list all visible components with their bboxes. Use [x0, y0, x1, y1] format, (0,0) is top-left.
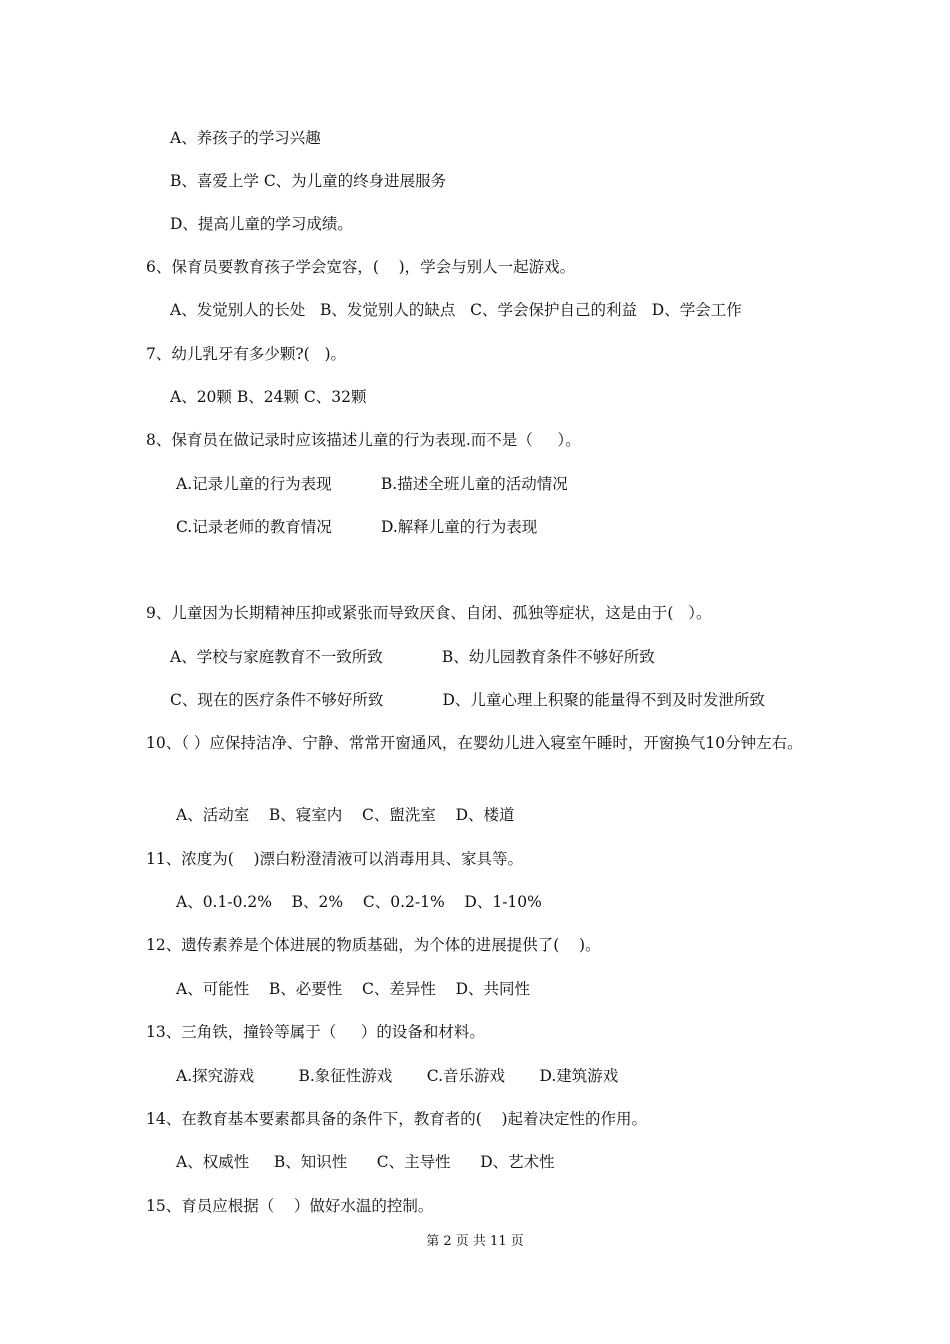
question-14: 14、在教育基本要素都具备的条件下，教育者的( )起着决定性的作用。 [146, 1110, 648, 1128]
question-8: 8、保育员在做记录时应该描述儿童的行为表现.而不是（ ）。 [146, 431, 581, 449]
question-11-options: A、0.1-0.2% B、2% C、0.2-1% D、1-10% [176, 893, 542, 911]
option-line: D、提高儿童的学习成绩。 [170, 215, 353, 233]
question-9-options-row-2: C、现在的医疗条件不够好所致 D、儿童心理上积聚的能量得不到及时发泄所致 [170, 691, 765, 709]
question-7: 7、幼儿乳牙有多少颗?( )。 [146, 345, 347, 363]
question-11: 11、浓度为( )漂白粉澄清液可以消毒用具、家具等。 [146, 850, 524, 868]
question-9-options-row-1: A、学校与家庭教育不一致所致 B、幼儿园教育条件不够好所致 [170, 648, 655, 666]
question-12-options: A、可能性 B、必要性 C、差异性 D、共同性 [176, 980, 530, 998]
question-7-options: A、20颗 B、24颗 C、32颗 [170, 388, 367, 406]
question-14-options: A、权威性 B、知识性 C、主导性 D、艺术性 [176, 1153, 555, 1171]
question-8-options-row-1: A.记录儿童的行为表现 B.描述全班儿童的活动情况 [176, 475, 568, 493]
question-9: 9、儿童因为长期精神压抑或紧张而导致厌食、自闭、孤独等症状，这是由于( ）。 [146, 604, 712, 622]
page-footer: 第 2 页 共 11 页 [426, 1234, 524, 1249]
question-10-options: A、活动室 B、寝室内 C、盥洗室 D、楼道 [176, 806, 515, 824]
question-13-options: A.探究游戏 B.象征性游戏 C.音乐游戏 D.建筑游戏 [176, 1067, 619, 1085]
question-12: 12、遗传素养是个体进展的物质基础，为个体的进展提供了( )。 [146, 936, 601, 954]
option-line: B、喜爱上学 C、为儿童的终身进展服务 [170, 172, 447, 190]
question-15: 15、育员应根据（ ）做好水温的控制。 [146, 1197, 434, 1215]
question-13: 13、三角铁，撞铃等属于（ ）的设备和材料。 [146, 1023, 485, 1041]
question-6: 6、保育员要教育孩子学会宽容，( )，学会与别人一起游戏。 [146, 258, 576, 276]
option-line: A、养孩子的学习兴趣 [170, 129, 321, 147]
question-6-options: A、发觉别人的长处 B、发觉别人的缺点 C、学会保护自己的利益 D、学会工作 [170, 301, 742, 319]
question-8-options-row-2: C.记录老师的教育情况 D.解释儿童的行为表现 [176, 518, 538, 536]
question-10: 10、（ ）应保持洁净、宁静、常常开窗通风，在婴幼儿进入寝室午睡时，开窗换气10分钟左右。 [146, 734, 803, 752]
